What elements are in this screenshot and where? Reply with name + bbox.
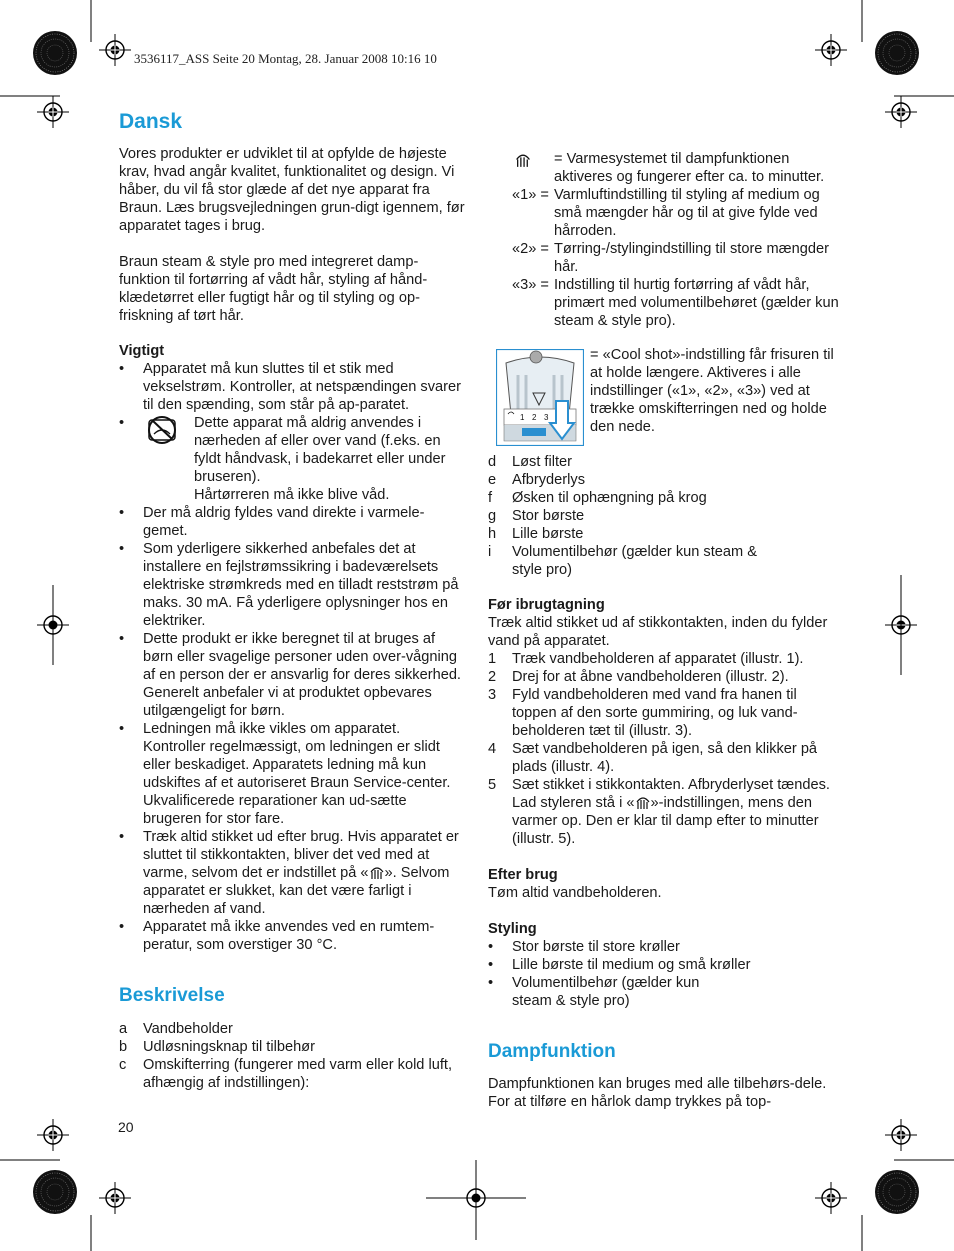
desc-item-a: a Vandbeholder	[119, 1021, 233, 1037]
after-heading: Efter brug	[488, 867, 558, 883]
before-step-4: 4 Sæt vandbeholderen på igen, så den klikker på plads (illustr. 4).	[488, 741, 818, 775]
right-column-lower	[488, 453, 836, 1111]
steam-icon	[635, 795, 651, 810]
important-item-2-text: Dette apparat må aldrig anvendes i nærheden af eller over vand (f.eks. en fyldt håndvask, i badekarret eller under bruseren).	[194, 415, 446, 485]
part-g: g Stor børste	[488, 508, 585, 524]
no-water-warning-icon	[145, 414, 181, 446]
desc-item-b: b Udløsningsknap til tilbehør	[119, 1039, 315, 1055]
before-step-3: 3 Fyld vandbeholderen med vand fra hanen til toppen af den sorte gummiring, og luk vand-beholderen tæt til (illustr. 3).	[488, 687, 798, 739]
part-i: i Volumentilbehør (gælder kun steam & style pro)	[488, 544, 757, 578]
part-e: e Afbryderlys	[488, 472, 585, 488]
important-item-8: • Apparatet må ikke anvendes ved en rumtem-peratur, som overstiger 30 °C.	[119, 919, 435, 953]
important-item-2-note: Hårtørreren må ikke blive våd.	[194, 487, 390, 503]
styling-item-1: • Stor børste til store krøller	[488, 939, 680, 955]
left-column	[119, 110, 465, 1092]
intro-paragraph-1: Vores produkter er udviklet til at opfylde de højeste krav, hvad angår kvalitet, funktionalitet og design. Vi håber, du vil få stor glæde af det nye apparat fra Braun. Læs brugsvejledningen grun-digt igennem, før apparatet tages i brug.	[119, 146, 465, 234]
intro-paragraph-2: Braun steam & style pro med integreret damp-funktion til fortørring af vådt hår, styling af hånd-klædetørret eller fugtigt hår og til styling og op-friskning af tørt hår.	[119, 254, 428, 324]
setting-1: «1» = Varmluftindstilling til styling af medium og små mængder hår og til at give fylde ved hårroden.	[512, 187, 820, 239]
before-step-5: 5 Sæt stikket i stikkontakten. Afbryderlyset tændes. Lad styleren stå i « »-indstillingen, mens den varmer op. Den er klar til damp efter to minutter (illustr. 5).	[488, 777, 830, 847]
steam-icon	[369, 865, 385, 880]
important-item-5: • Dette produkt er ikke beregnet til at bruges af børn eller svagelige personer uden over-vågning af en person der er ansvarlig for deres sikkerhed. Generelt anbefaler vi at produktet opbevares utilgængeligt for børn.	[119, 631, 461, 719]
setting-2: «2» = Tørring-/stylingindstilling til store mængder hår.	[512, 241, 829, 275]
part-d: d Løst filter	[488, 454, 573, 470]
before-intro: Træk altid stikket ud af stikkontakten, inden du fylder vand på apparatet.	[488, 615, 828, 649]
part-h: h Lille børste	[488, 526, 584, 542]
important-heading: Vigtigt	[119, 343, 165, 359]
important-item-2: • Dette apparat må aldrig anvendes i nærheden af eller over vand (f.eks. en fyldt håndvask, i badekarret eller under bruseren). Hårtørreren må ikke blive våd.	[119, 414, 465, 504]
steam-icon	[514, 152, 532, 168]
important-item-6: • Ledningen må ikke vikles om apparatet. Kontroller regelmæssigt, om ledningen er slidt eller beskadiget. Apparatets ledning må kun udskiftes af et autoriseret Braun Service-center. Ukvalificerede reparationer kan ud-sætte brugeren for stor fare.	[119, 721, 451, 827]
important-item-4: • Som yderligere sikkerhed anbefales det at installere en fejlstrømssikring i badeværelsets elektriske strømkreds med en tilladt reststrøm på maks. 30 mA. Få yderligere oplysninger hos en elektriker.	[119, 541, 459, 629]
styling-item-2: • Lille børste til medium og små krøller	[488, 957, 751, 973]
before-step-1: 1 Træk vandbeholderen af apparatet (illustr. 1).	[488, 651, 804, 667]
cool-shot-description: = «Cool shot»-indstilling får frisuren til at holde længere. Aktiveres i alle indstillinger («1», «2», «3») ved at trække omskifterringen ned og holde den nede.	[590, 347, 834, 435]
setting-3: «3» = Indstilling til hurtig fortørring af vådt hår, primært med volumentilbehøret (gælder kun steam & style pro).	[512, 277, 839, 329]
print-header: 3536117_ASS Seite 20 Montag, 28. Januar 2008 10:16 10	[134, 51, 437, 66]
page-number: 20	[118, 1119, 134, 1135]
styling-heading: Styling	[488, 921, 537, 937]
illustration-label-3: 3	[544, 413, 549, 422]
illustration-label-1: 1	[520, 413, 525, 422]
cool-shot-illustration	[496, 349, 584, 446]
illustration-label-2: 2	[532, 413, 537, 422]
title-beskrivelse: Beskrivelse	[119, 985, 225, 1006]
before-heading: Før ibrugtagning	[488, 597, 605, 613]
important-item-7: • Træk altid stikket ud efter brug. Hvis apparatet er sluttet til stikkontakten, bliver det ved med at varme, selvom det er indstillet på « ». Selvom apparatet er slukket, kan det være farligt i nærheden af vand.	[119, 829, 459, 917]
desc-item-c: c Omskifterring (fungerer med varm eller kold luft, afhængig af indstillingen):	[119, 1057, 452, 1091]
steam-text: Dampfunktionen kan bruges med alle tilbehørs-dele. For at tilføre en hårlok damp trykkes på top-	[488, 1076, 827, 1110]
after-text: Tøm altid vandbeholderen.	[488, 885, 662, 901]
styling-item-3: • Volumentilbehør (gælder kun steam & style pro)	[488, 975, 700, 1009]
important-item-1: • Apparatet må kun sluttes til et stik med vekselstrøm. Kontroller, at netspændingen svarer til den spænding, som står på ap-paratet.	[119, 361, 461, 413]
title-dampfunktion: Dampfunktion	[488, 1041, 616, 1062]
important-item-3: • Der må aldrig fyldes vand direkte i varmele-gemet.	[119, 505, 425, 539]
right-column	[512, 150, 842, 330]
setting-steam: = Varmesystemet til dampfunktionen aktiveres og fungerer efter ca. to minutter.	[512, 150, 842, 186]
part-f: f Øsken til ophængning på krog	[488, 490, 707, 506]
title-dansk: Dansk	[119, 110, 183, 133]
before-step-2: 2 Drej for at åbne vandbeholderen (illustr. 2).	[488, 669, 789, 685]
